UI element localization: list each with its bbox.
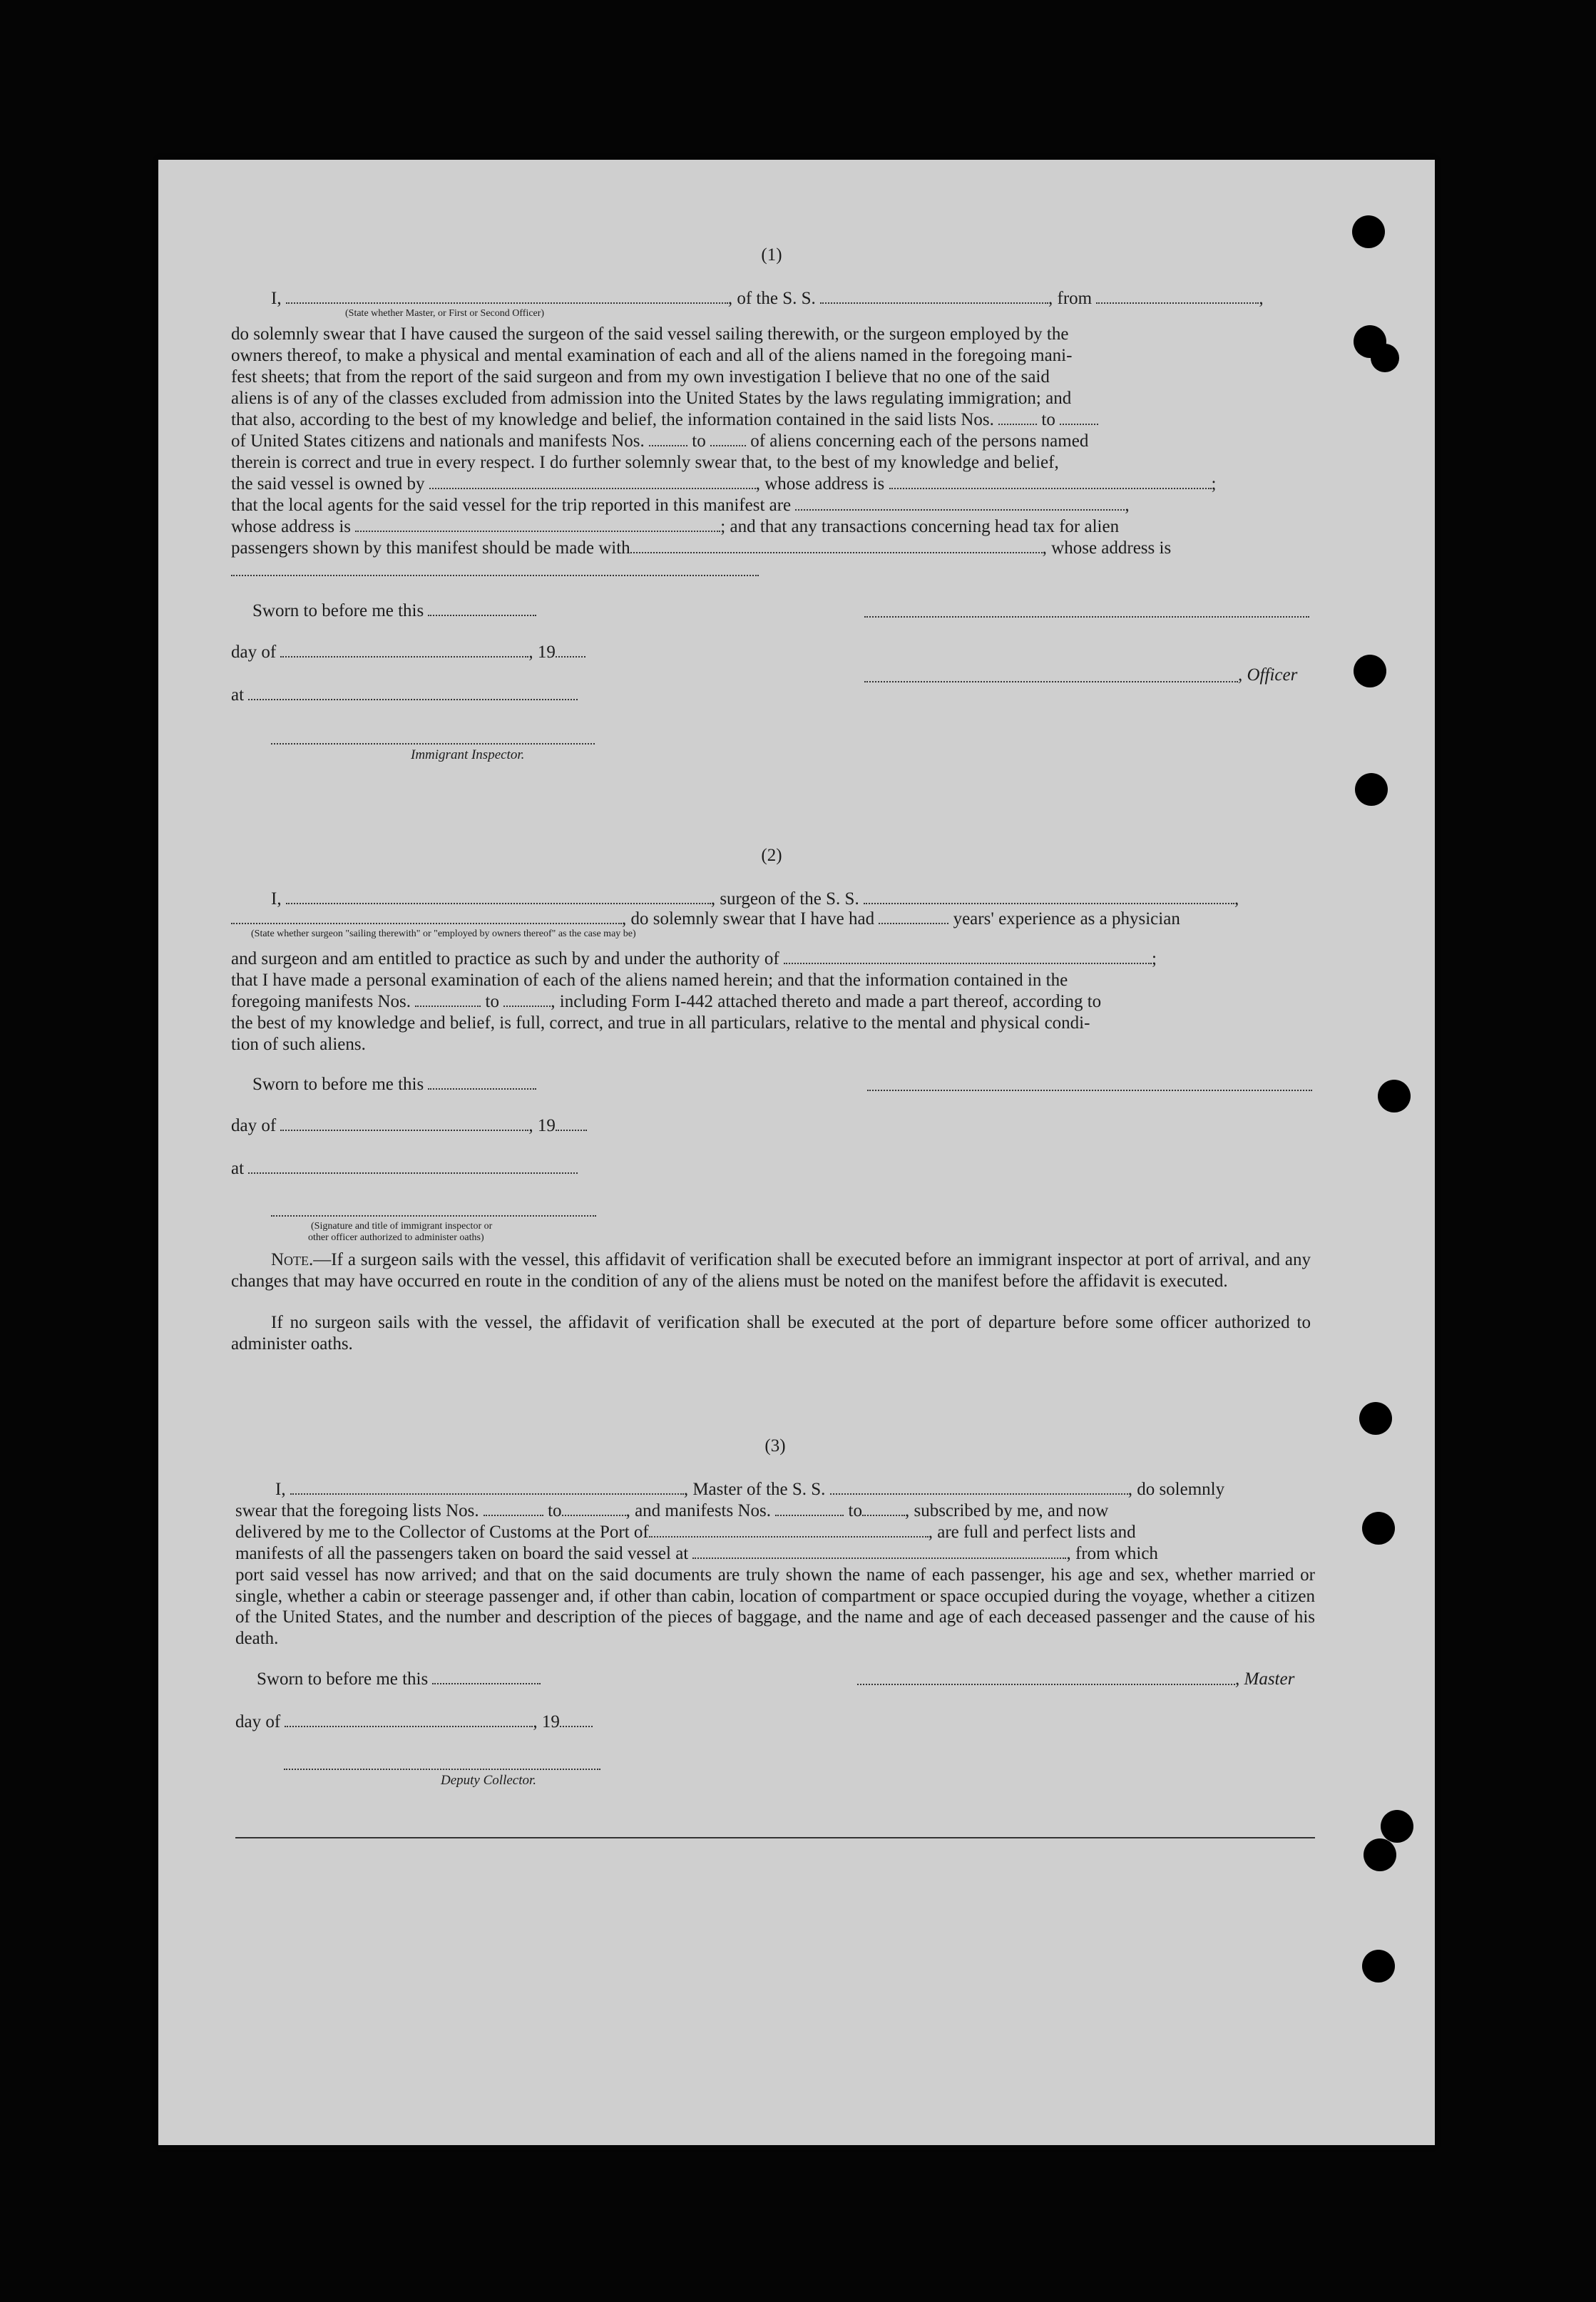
section2-at: at [231, 1158, 578, 1180]
officer-signature-rule [864, 616, 1309, 618]
surgeon-note: (State whether surgeon "sailing therewith" or "employed by owners thereof" as the case may be) [251, 929, 636, 939]
section1-number: (1) [761, 245, 782, 265]
surgeon-signature-rule [867, 1090, 1312, 1091]
section3-manifests-line: manifests of all the passengers taken on board the said vessel at , from which [235, 1544, 1158, 1563]
bottom-divider [235, 1837, 1315, 1838]
section2-authority-line: and surgeon and am entitled to practice as such by and under the authority of ; [231, 949, 1157, 968]
section2-exam-line: that I have made a personal examination of each of the aliens named herein; and that the information contained in the [231, 971, 1068, 990]
collector-label: Deputy Collector. [441, 1773, 537, 1788]
address-rule [231, 575, 759, 576]
punch-hole [1381, 1810, 1413, 1843]
section1-body-line: do solemnly swear that I have caused the surgeon of the said vessel sailing therewith, or the surgeon employed by the [231, 324, 1069, 344]
manifest-page [158, 160, 1435, 2145]
master-label: , Master [1235, 1669, 1295, 1689]
section3-body: port said vessel has now arrived; and that on the said documents are truly shown the name of each passenger, his age and sex, whether married or single, whether a cabin or steerage passenger and, if other than cabin, location of compartment or space occupied during the voyage, whether a citizen of the United States, and the number and description of the pieces of baggage, and the name and age of each deceased passenger and the cause of his death. [235, 1565, 1315, 1648]
section2-number: (2) [761, 846, 782, 865]
master-signature-rule [857, 1684, 1235, 1685]
officer-label: , Officer [1238, 665, 1298, 685]
section1-citizens-line: of United States citizens and nationals and manifests Nos. to of aliens concerning each of the persons named [231, 431, 1089, 451]
officer-name-rule [864, 681, 1238, 682]
section3-lists-line: swear that the foregoing lists Nos. to , and manifests Nos. to , subscribed by me, and now [235, 1501, 1109, 1520]
section1-passengers-line: passengers shown by this manifest should be made with , whose address is [231, 538, 1172, 558]
signature-note: other officer authorized to administer oaths) [308, 1232, 484, 1243]
section1-at: at [231, 685, 578, 706]
section1-day-of: day of , 19 [231, 642, 585, 663]
section1-body-line: owners thereof, to make a physical and mental examination of each and all of the aliens named in the foregoing mani- [231, 346, 1073, 365]
punch-hole [1352, 215, 1385, 248]
section2-experience-line: , do solemnly swear that I have had years' experience as a physician [231, 909, 1180, 930]
section2-surgeon-line: I, , surgeon of the S. S. , [271, 889, 1239, 909]
section3-number: (3) [764, 1436, 786, 1456]
punch-hole [1362, 1512, 1395, 1545]
section1-body-line: aliens is of any of the classes excluded from admission into the United States by the laws regulating immigration; and [231, 389, 1072, 408]
section1-body-line: fest sheets; that from the report of the said surgeon and from my own investigation I believe that no one of the said [231, 367, 1050, 387]
section1-correct-line: therein is correct and true in every respect. I do further solemnly swear that, to the best of my knowledge and belief, [231, 453, 1059, 472]
inspector-signature-rule [271, 1215, 596, 1217]
section3-delivered-line: delivered by me to the Collector of Customs at the Port of , are full and perfect lists and [235, 1523, 1136, 1542]
section1-sworn: Sworn to before me this [252, 600, 536, 622]
section1-officer-line: I, , of the S. S. , from , [271, 289, 1264, 308]
section1-address-line: whose address is ; and that any transactions concerning head tax for alien [231, 517, 1120, 536]
section3-day-of: day of , 19 [235, 1712, 593, 1733]
punch-hole [1378, 1080, 1411, 1112]
punch-hole [1359, 1402, 1392, 1435]
section3-master-line: I, , Master of the S. S. , do solemnly [275, 1480, 1225, 1499]
section2-best-line: the best of my knowledge and belief, is full, correct, and true in all particulars, relative to the mental and physical condi- [231, 1013, 1090, 1033]
signature-note: (Signature and title of immigrant inspector or [311, 1221, 493, 1232]
surgeon-note-paragraph: Note.—If a surgeon sails with the vessel, this affidavit of verification shall be executed before an immigrant inspector at port of arrival, and any changes that may have occurred en route in the condition of any of the aliens must be noted on the manifest before the affidavit is executed. [231, 1250, 1311, 1291]
punch-hole [1355, 773, 1388, 806]
no-surgeon-paragraph: If no surgeon sails with the vessel, the affidavit of verification shall be executed at the port of departure before some officer authorized to administer oaths. [231, 1313, 1311, 1354]
section2-day-of: day of , 19 [231, 1115, 587, 1137]
punch-hole [1364, 1838, 1396, 1871]
section3-sworn: Sworn to before me this [257, 1669, 541, 1690]
collector-rule [284, 1769, 600, 1770]
section1-owned-line: the said vessel is owned by , whose address is ; [231, 474, 1217, 493]
punch-hole [1362, 1950, 1395, 1983]
inspector-label: Immigrant Inspector. [411, 747, 525, 762]
section2-manifests-line: foregoing manifests Nos. to , including Form I-442 attached thereto and made a part thereof, according to [231, 992, 1102, 1011]
punch-hole [1354, 655, 1386, 687]
section2-tion-line: tion of such aliens. [231, 1035, 366, 1054]
section2-sworn: Sworn to before me this [252, 1074, 536, 1095]
officer-note: (State whether Master, or First or Second Officer) [345, 308, 545, 319]
punch-hole [1371, 344, 1399, 372]
inspector-rule [271, 743, 595, 745]
section1-lists-line: that also, according to the best of my knowledge and belief, the information contained in the said lists Nos. to [231, 409, 1098, 431]
section1-agents-line: that the local agents for the said vessel for the trip reported in this manifest are , [231, 496, 1130, 515]
